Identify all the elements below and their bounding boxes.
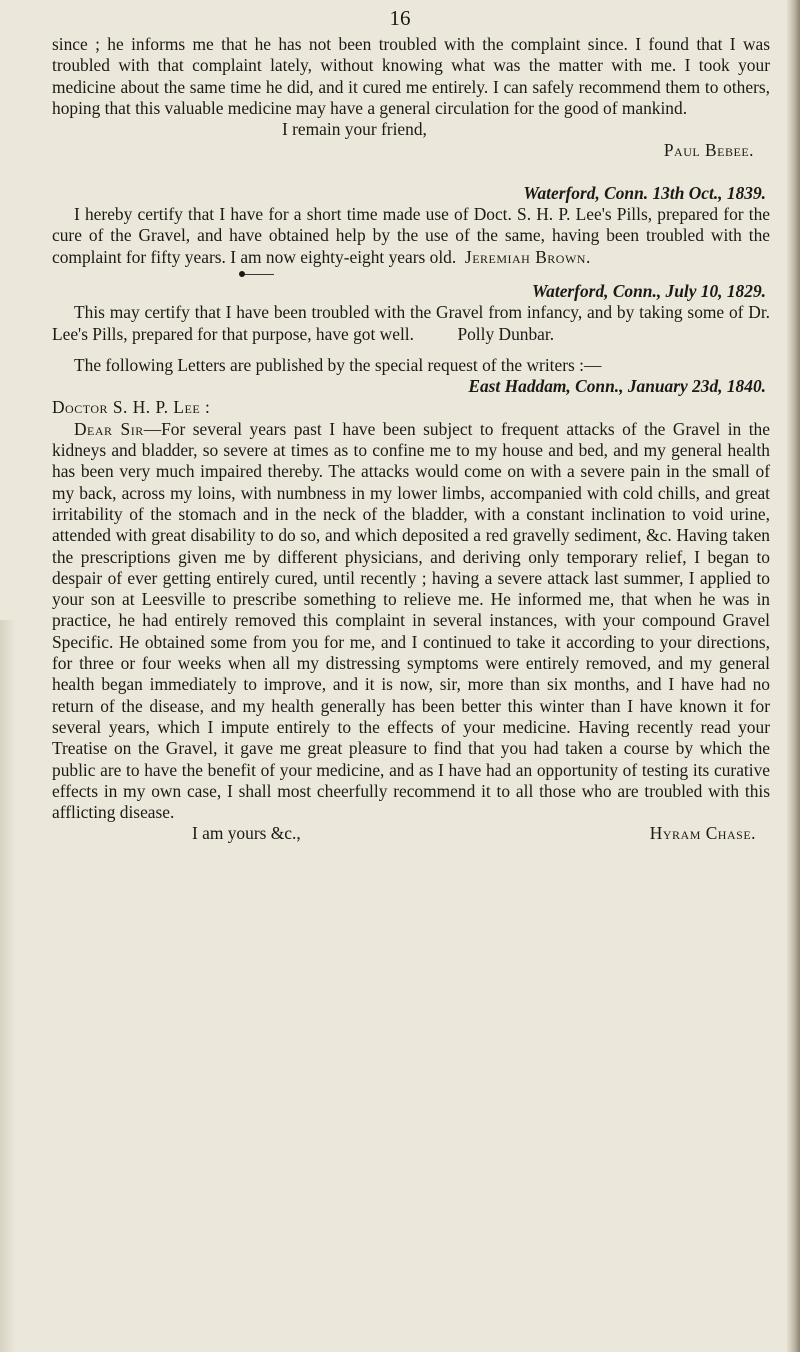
spacer xyxy=(52,162,770,183)
intro-text: The following Letters are published by the special request of the writers :— xyxy=(74,354,602,375)
chase-salutation: Dear Sir xyxy=(74,418,144,439)
bebee-closing: I remain your friend, xyxy=(282,119,427,140)
brown-dateline: Waterford, Conn. 13th Oct., 1839. xyxy=(523,182,766,203)
page-body xyxy=(52,34,770,845)
brown-body: I hereby certify that I have for a short time made use of Doct. S. H. P. Lee's Pills, prepared for the cure of the Gravel, and have obtained help by the use of the same, having been troubled with the complaint for fifty years. I am now eighty-eight years old. xyxy=(52,204,770,267)
bebee-signature: Paul Bebee. xyxy=(663,140,754,161)
chase-closing-row xyxy=(52,823,770,844)
page-number: 16 xyxy=(389,6,411,30)
spacer xyxy=(52,345,770,355)
dunbar-signature: Polly Dunbar. xyxy=(457,323,555,344)
brown-signature: Jeremiah Brown. xyxy=(464,246,591,267)
dunbar-dateline: Waterford, Conn., July 10, 1829. xyxy=(532,280,766,301)
chase-closing: I am yours &c., xyxy=(192,823,301,844)
bebee-letter-text: since ; he informs me that he has not been troubled with the complaint since. I found that I was troubled with that complaint lately, without knowing what was the matter with me. I took your medicine about the same time he did, and it cured me entirely. I can safely recommend them to others, hoping that this valuable medicine may have a general circulation for the good of mankind. xyxy=(52,34,770,118)
chase-body: —For several years past I have been subject to frequent attacks of the Gravel in the kidneys and bladder, so severe at times as to confine me to my house and bed, and my general health has been very much impaired thereby. The attacks would come on with a severe pain in the small of my back, across my loins, with numbness in my lower limbs, accompanied with cold chills, and great irritability of the stomach and in the neck of the bladder, with a constant inclination to void urine, attended with great disability to do so, and which deposited a red gravelly sediment, &c. Having taken the prescriptions given me by different physicians, and deriving only temporary relief, I began to despair of ever getting entirely cured, until recently ; having a severe attack last summer, I applied to your son at Leesville to prescribe something to relieve me. He informed me, that when he was in practice, he had entirely removed this complaint in several instances, with your compound Gravel Specific. He obtained some from you for me, and I continued to take it according to your directions, for three or four weeks when all my distressing symptoms were entirely removed, and my general health began immediately to improve, and it is now, sir, more than six months, and I have had no return of the disease, and my health generally has been better this winter than I have known it for several years, which I impute entirely to the effects of your medicine. Having recently read your Treatise on the Gravel, it gave me great pleasure to find that you had taken a course by which the public are to have the benefit of your medicine, and as I have had an opportunity of testing its curative effects in my own case, I shall most cheerfully recommend it to all those who are troubled with this afflicting disease. xyxy=(52,418,770,823)
section-divider xyxy=(242,274,274,275)
page-left-shadow xyxy=(0,620,16,1352)
chase-letter-text xyxy=(52,419,770,824)
page-edge-shadow xyxy=(786,0,800,1352)
dunbar-letter-text xyxy=(52,302,770,345)
chase-signature: Hyram Chase. xyxy=(649,823,756,844)
dunbar-body: This may certify that I have been troubled with the Gravel from infancy, and by taking some of Dr. Lee's Pills, prepared for that purpose, have got well. xyxy=(52,302,770,344)
brown-letter-text xyxy=(52,204,770,268)
chase-dateline: East Haddam, Conn., January 23d, 1840. xyxy=(468,376,766,397)
chase-address: Doctor S. H. P. Lee : xyxy=(52,397,211,418)
brown-letter xyxy=(52,204,770,268)
